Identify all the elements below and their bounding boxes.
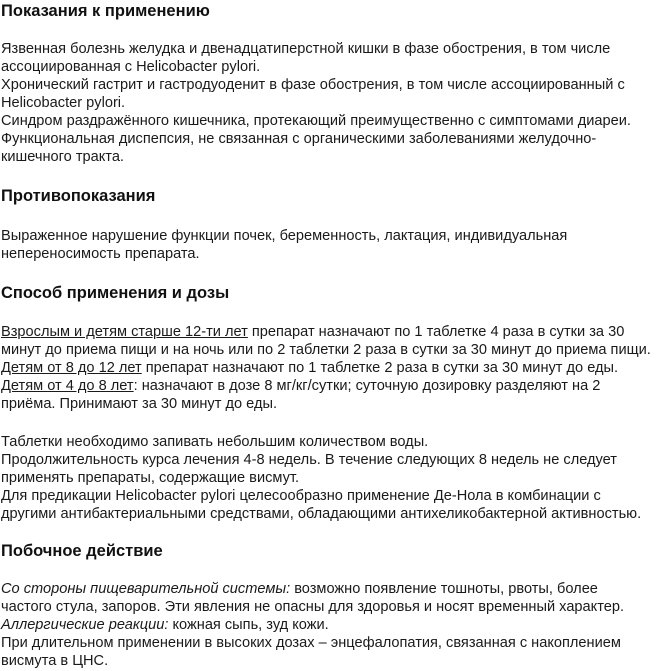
side-effects-line: При длительном применении в высоких дозах – энцефалопатия, связанная с накоплением: [1, 635, 621, 651]
age-group-adults: Взрослым и детям старше 12-ти лет: [1, 324, 248, 340]
dosage-note-line: применять препараты, содержащие висмут.: [1, 470, 300, 486]
dosage-line: [1, 377, 600, 395]
indications-line: Helicobacter pylori.: [1, 95, 126, 111]
side-effects-text: возможно появление тошноты, рвоты, более: [290, 581, 598, 597]
side-effects-line: [1, 616, 329, 634]
dosage-heading: Способ применения и дозы: [1, 284, 230, 302]
contraindications-line: Выраженное нарушение функции почек, беременность, лактация, индивидуальная: [1, 228, 568, 244]
dosage-note-line: Таблетки необходимо запивать небольшим количеством воды.: [1, 434, 429, 450]
allergic-reactions-label: Аллергические реакции:: [1, 617, 169, 633]
dosage-line: минут до приема пищи и на ночь или по 2 таблетки 2 раза в сутки за 30 минут до приема пищи.: [1, 342, 651, 358]
dosage-line: приёма. Принимают за 30 минут до еды.: [1, 396, 277, 412]
dosage-text: препарат назначают по 1 таблетке 2 раза в сутки за 30 минут до еды.: [141, 360, 619, 376]
dosage-line: [1, 323, 624, 341]
indications-line: кишечного тракта.: [1, 149, 124, 165]
age-group-children-8-12: Детям от 8 до 12 лет: [1, 360, 142, 376]
age-group-children-4-8: Детям от 4 до 8 лет: [1, 378, 134, 394]
side-effects-line: висмута в ЦНС.: [1, 653, 109, 669]
dosage-text: : назначают в дозе 8 мг/кг/сутки; суточную дозировку разделяют на 2: [133, 378, 601, 394]
side-effects-text: кожная сыпь, зуд кожи.: [168, 617, 329, 633]
contraindications-heading: Противопоказания: [1, 187, 156, 205]
indications-line: Функциональная диспепсия, не связанная с органическими заболеваниями желудочно-: [1, 131, 597, 147]
indications-line: Хронический гастрит и гастродуоденит в фазе обострения, в том числе ассоциированный с: [1, 77, 625, 93]
dosage-note-line: другими антибактериальными средствами, обладающими антихеликобактерной активностью.: [1, 506, 642, 522]
contraindications-line: непереносимость препарата.: [1, 246, 200, 262]
indications-line: Язвенная болезнь желудка и двенадцатиперстной кишки в фазе обострения, в том числе: [1, 41, 611, 57]
dosage-note-line: Для предикации Helicobacter pylori целесообразно применение Де-Нола в комбинации с: [1, 488, 601, 504]
indications-line: Синдром раздражённого кишечника, протекающий преимущественно с симптомами диареи.: [1, 113, 631, 129]
dosage-note-line: Продолжительность курса лечения 4-8 недель. В течение следующих 8 недель не следует: [1, 452, 617, 468]
side-effects-line: [1, 580, 598, 598]
indications-heading: Показания к применению: [1, 2, 210, 20]
side-effects-heading: Побочное действие: [1, 542, 163, 560]
dosage-text: препарат назначают по 1 таблетке 4 раза в сутки за 30: [247, 324, 625, 340]
digestive-system-label: Со стороны пищеварительной системы:: [1, 581, 291, 597]
indications-line: ассоциированная с Helicobacter pylori.: [1, 59, 261, 75]
dosage-line: [1, 359, 618, 377]
side-effects-line: частого стула, запоров. Эти явления не опасны для здоровья и носят временный характер.: [1, 599, 625, 615]
